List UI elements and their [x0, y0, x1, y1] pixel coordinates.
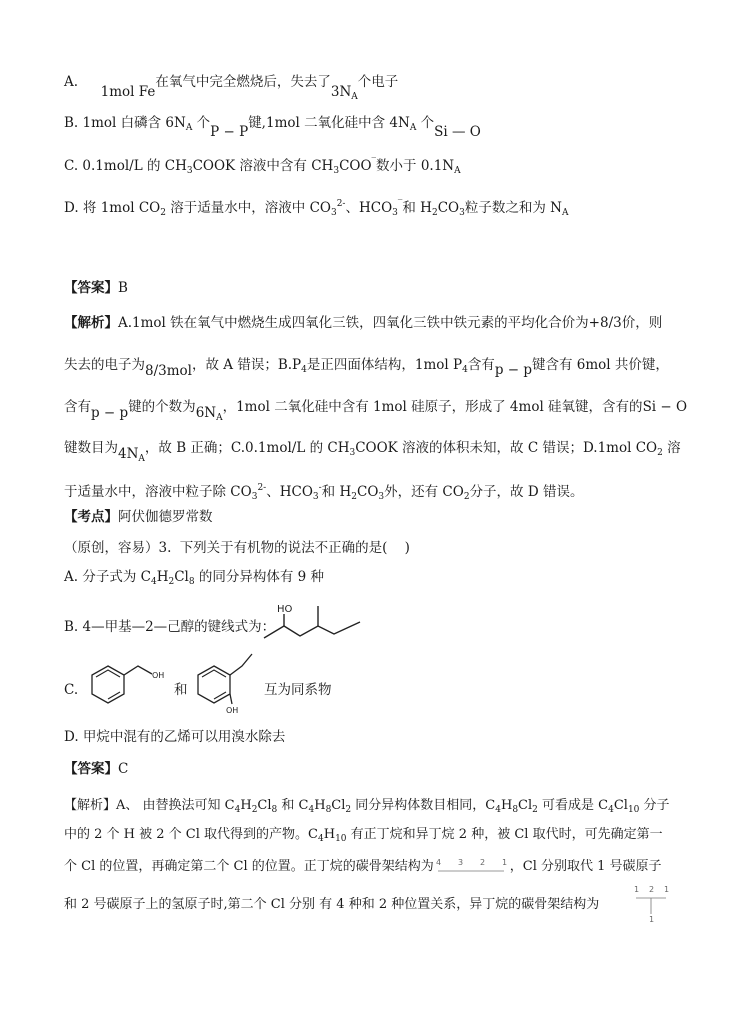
q2-answer — [64, 278, 128, 298]
explanation-text: 和 2 号碳原子上的氢原子时,第二个 Cl 分别 有 4 种和 2 种位置关系，异丁烷的碳骨架结构为 — [64, 897, 600, 912]
option-text: COOK 溶液中含有 CH — [192, 158, 334, 174]
q2-explanation-line-3 — [64, 397, 687, 422]
explanation-text: 键数目为 — [64, 440, 118, 456]
explanation-text: 同分异构体数目相同，C — [351, 798, 496, 813]
subscript: A — [185, 123, 193, 133]
subscript: 3 — [378, 492, 385, 502]
subscript: 4 — [234, 805, 241, 815]
q2-option-d — [64, 194, 568, 223]
explanation-text: 【解析】A、 由替换法可知 C — [64, 798, 235, 813]
explanation-text: 可看成是 C — [537, 798, 609, 813]
superscript: 2- — [336, 199, 346, 209]
q3-explanation-line-4 — [64, 895, 599, 915]
subscript: A — [351, 92, 358, 102]
subscript: 3 — [349, 448, 356, 458]
question-number: （原创，容易）3. — [64, 540, 172, 556]
subscript: 3 — [330, 208, 337, 218]
formula: P — [292, 357, 302, 373]
subscript: 2 — [657, 448, 663, 458]
subscript: 3 — [459, 208, 465, 218]
explanation-text: 和 H — [321, 484, 352, 500]
option-text: 个电子 — [357, 74, 399, 90]
option-text: 键,1mol 二氧化硅中含 4N — [248, 115, 410, 131]
n-butane-carbon-skeleton — [434, 858, 510, 876]
explanation-text: H — [323, 827, 336, 842]
superscript: - — [318, 483, 322, 493]
carbon-number: 1 — [664, 885, 670, 894]
subscript: 2 — [345, 805, 352, 815]
q3-explanation-line-1 — [64, 796, 670, 820]
option-text: 溶于适量水中，溶液中 CO — [165, 200, 331, 216]
q2-option-a — [64, 72, 399, 102]
explanation-text: 键含有 6mol 共价键， — [532, 357, 669, 373]
explanation-text: Cl — [257, 798, 272, 813]
option-c-tail — [264, 680, 332, 700]
option-text: 个 — [192, 115, 211, 131]
subscript: 2 — [532, 805, 538, 815]
point-tag: 【考点】 — [64, 509, 118, 525]
q3-answer — [64, 759, 128, 779]
carbon-number: 2 — [649, 885, 655, 894]
explanation-tag: 【解析】 — [64, 315, 118, 331]
answer-blank: ) — [387, 540, 410, 556]
formula: 6N — [195, 405, 217, 421]
option-c-conjunction — [174, 680, 188, 700]
q3-option-d — [64, 727, 285, 747]
explanation-text: 外，还有 CO — [384, 484, 464, 500]
explanation-text: 含有 — [64, 399, 91, 415]
explanation-text: ，故 A 错误；B. — [191, 357, 293, 373]
subscript: A — [216, 413, 223, 423]
subscript: 3 — [186, 166, 193, 176]
carbon-number: 1 — [634, 885, 640, 894]
superscript: 2- — [257, 483, 267, 493]
explanation-text: 溶 — [662, 440, 681, 456]
explanation-text: H — [500, 798, 513, 813]
q3-option-b — [64, 617, 275, 637]
subscript: 8 — [325, 805, 332, 815]
option-text: H — [156, 569, 169, 585]
question-text: 下列关于有机物的说法不正确的是( — [179, 540, 388, 556]
explanation-text: Cl — [331, 798, 346, 813]
option-text: 个 — [416, 115, 435, 131]
subscript: 4 — [301, 365, 307, 375]
formula: 4N — [118, 446, 139, 462]
carbon-number: 1 — [501, 857, 507, 867]
q2-option-b — [64, 113, 481, 138]
option-text: 的同分异构体有 9 种 — [194, 569, 325, 585]
q2-explanation-line-2 — [64, 355, 669, 380]
explanation-text: ，故 B 正确；C.0.1mol/L 的 CH — [144, 440, 350, 456]
subscript: 3 — [251, 492, 258, 502]
q3-option-c — [64, 680, 78, 700]
formula-fe: 1mol Fe — [100, 84, 156, 100]
explanation-text: ，1mol 二氧化硅中含有 1mol 硅原子，形成了 4mol 硅氧键，含有的 — [222, 399, 643, 415]
subscript: 2 — [431, 208, 438, 218]
explanation-text: Cl — [518, 798, 533, 813]
answer-value: C — [118, 761, 129, 777]
subscript: 4 — [462, 365, 468, 375]
answer-tag: 【答案】 — [64, 280, 118, 296]
subscript: A — [454, 166, 461, 176]
option-text: D. 甲烷中混有的乙烯可以用溴水除去 — [64, 729, 286, 745]
explanation-text: 、HCO — [266, 484, 313, 500]
explanation-text: 分子，故 D 错误。 — [469, 484, 584, 500]
carbon-number: 2 — [479, 857, 485, 867]
option-text: 在氧气中完全燃烧后，失去了 — [155, 74, 331, 90]
answer-value: B — [118, 280, 128, 296]
explanation-text: 键的个数为 — [128, 399, 196, 415]
explanation-text: Cl — [613, 798, 628, 813]
formula: p − p — [91, 405, 129, 421]
subscript: 4 — [495, 805, 501, 815]
q2-explanation-line-5 — [64, 478, 583, 507]
subscript: 3 — [333, 166, 340, 176]
q3-option-a — [64, 567, 324, 592]
option-text: 、HCO — [345, 200, 393, 216]
subscript: 10 — [627, 805, 640, 815]
option-text: Cl — [174, 569, 189, 585]
formula-pp: P − P — [210, 124, 249, 140]
option-text: C. 0.1mol/L 的 CH — [64, 158, 187, 174]
subscript: 4 — [308, 805, 315, 815]
explanation-text: 个 Cl 的位置，再确定第二个 Cl 的位置。正丁烷的碳骨架结构为 — [64, 859, 434, 874]
carbon-number: 4 — [435, 857, 441, 867]
explanation-text: 有正丁烷和异丁烷 2 种，被 Cl 取代时，可先确定第一 — [346, 827, 663, 842]
ethylphenol-structure — [192, 650, 262, 718]
q3-explanation-line-2 — [64, 825, 663, 849]
explanation-text: H — [240, 798, 252, 813]
hydroxyl-label: OH — [226, 706, 239, 715]
answer-tag: 【答案】 — [64, 761, 118, 777]
subscript: 2 — [351, 492, 357, 502]
subscript: 4 — [150, 577, 157, 587]
subscript: 2 — [168, 577, 175, 587]
explanation-text: 中的 2 个 H 被 2 个 Cl 取代得到的产物。C — [64, 827, 318, 842]
explanation-text: 失去的电子为 — [64, 357, 145, 373]
formula: p − p — [494, 362, 532, 378]
superscript: ‾ — [371, 157, 377, 167]
q2-option-c — [64, 152, 461, 181]
subscript: 3 — [312, 492, 319, 502]
hydroxyl-label: OH — [152, 671, 165, 680]
subscript: 2 — [160, 208, 166, 218]
subscript: 4 — [318, 834, 324, 844]
subscript: 2 — [463, 492, 470, 502]
subscript: A — [561, 208, 569, 218]
explanation-text: 含有 — [467, 357, 495, 373]
explanation-text: 价，则 — [621, 315, 663, 331]
q3-stem — [64, 538, 410, 558]
subscript: 4 — [608, 805, 614, 815]
explanation-text: 于适量水中，溶液中粒子除 CO — [64, 484, 252, 500]
subscript: 2 — [251, 805, 258, 815]
explanation-text: H — [314, 798, 326, 813]
subscript: 8 — [271, 805, 278, 815]
subscript: A — [138, 454, 145, 464]
point-value: 阿伏伽德罗常数 — [118, 509, 213, 525]
option-text: 互为同系物 — [264, 682, 332, 698]
explanation-text: 分子 — [639, 798, 670, 813]
q2-knowledge-point — [64, 507, 213, 527]
option-text: B. 1mol 白磷含 6N — [64, 115, 186, 131]
formula-3na: 3N — [330, 84, 352, 100]
subscript: A — [409, 123, 417, 133]
formula: Si − O — [642, 399, 688, 415]
explanation-text: 是正四面体结构， — [306, 357, 415, 373]
subscript: 3 — [392, 208, 398, 218]
explanation-text: A.1mol 铁在氧气中燃烧生成四氧化三铁，四氧化三铁中铁元素的平均化合价为 — [118, 315, 589, 331]
superscript: ‾ — [397, 199, 403, 209]
option-text: 和 — [174, 682, 188, 698]
subscript: 8 — [188, 577, 195, 587]
formula: 1mol P — [414, 357, 463, 373]
math-fraction: +8/3 — [588, 315, 622, 331]
option-text: 数小于 0.1N — [376, 158, 455, 174]
option-text: CO — [437, 200, 460, 216]
explanation-text: ，Cl 分别取代 1 号碳原子 — [509, 859, 662, 874]
option-text: D. 将 1mol CO — [64, 200, 161, 216]
formula-sio: Si — O — [434, 124, 481, 140]
skeletal-formula-4-methyl-2-hexanol — [262, 600, 372, 642]
option-text: 粒子数之和为 N — [464, 200, 562, 216]
option-label: A. — [64, 74, 79, 90]
q2-explanation-line-1 — [64, 313, 662, 333]
subscript: 8 — [512, 805, 519, 815]
isobutane-carbon-skeleton — [632, 884, 672, 926]
explanation-text: COOK 溶液的体积未知，故 C 错误；D.1mol CO — [355, 440, 658, 456]
math-fraction: 8/3mol — [145, 363, 192, 379]
option-text: A. 分子式为 C — [64, 569, 151, 585]
q2-explanation-line-4 — [64, 438, 681, 463]
carbon-number: 1 — [649, 915, 655, 924]
benzyl-alcohol-structure — [86, 656, 176, 712]
hydroxyl-label: HO — [277, 604, 293, 615]
carbon-number: 3 — [457, 857, 463, 867]
q3-explanation-line-3 — [64, 857, 662, 877]
option-text: 和 H — [402, 200, 432, 216]
explanation-text: 和 C — [277, 798, 309, 813]
subscript: 10 — [335, 834, 347, 844]
explanation-text: CO — [356, 484, 379, 500]
option-label: C. — [64, 682, 79, 698]
option-text: COO — [339, 158, 372, 174]
option-text: B. 4—甲基—2—己醇的键线式为： — [64, 619, 276, 635]
